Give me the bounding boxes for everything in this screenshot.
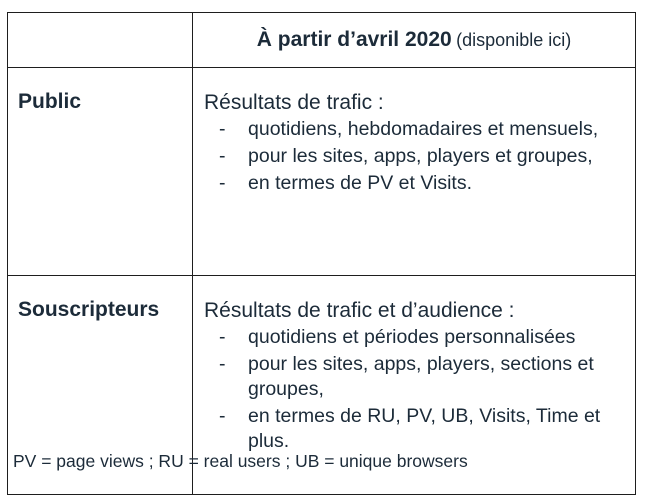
header-period-cell	[193, 13, 636, 68]
list-item-text: quotidiens, hebdomadaires et mensuels,	[248, 118, 599, 140]
bullet-marker: -	[219, 172, 226, 194]
period-title: À partir d’avril 2020	[256, 28, 452, 51]
list-item-text: pour les sites, apps, players, sections et groupes,	[248, 353, 594, 400]
comparison-table	[7, 12, 636, 495]
header-empty-cell	[8, 13, 193, 68]
list-item	[204, 171, 635, 196]
bullet-marker: -	[219, 405, 226, 427]
bullet-marker: -	[219, 353, 226, 375]
list-item-text: pour les sites, apps, players et groupes,	[248, 145, 593, 167]
bullet-list	[204, 325, 635, 454]
list-item-text: en termes de RU, PV, UB, Visits, Time et plus.	[248, 405, 601, 452]
list-item	[204, 404, 635, 454]
availability-note: (disponible ici)	[456, 30, 572, 50]
description-title: Résultats de trafic :	[204, 91, 384, 114]
table-header-row	[8, 13, 636, 68]
row-description-public	[193, 68, 636, 276]
footnote: PV = page views ; RU = real users ; UB = unique browsers	[13, 451, 468, 471]
list-item	[204, 117, 635, 142]
description-title: Résultats de trafic et d’audience :	[204, 299, 515, 322]
row-label-public: Public	[8, 68, 193, 276]
bullet-marker: -	[219, 145, 226, 167]
table-row-public	[8, 68, 636, 276]
list-item	[204, 144, 635, 169]
row-label-subscribers: Souscripteurs	[8, 276, 193, 495]
list-item	[204, 325, 635, 350]
bullet-marker: -	[219, 118, 226, 140]
list-item-text: en termes de PV et Visits.	[248, 172, 472, 194]
bullet-list	[204, 117, 635, 196]
list-item	[204, 352, 635, 402]
bullet-marker: -	[219, 326, 226, 348]
list-item-text: quotidiens et périodes personnalisées	[248, 326, 576, 348]
